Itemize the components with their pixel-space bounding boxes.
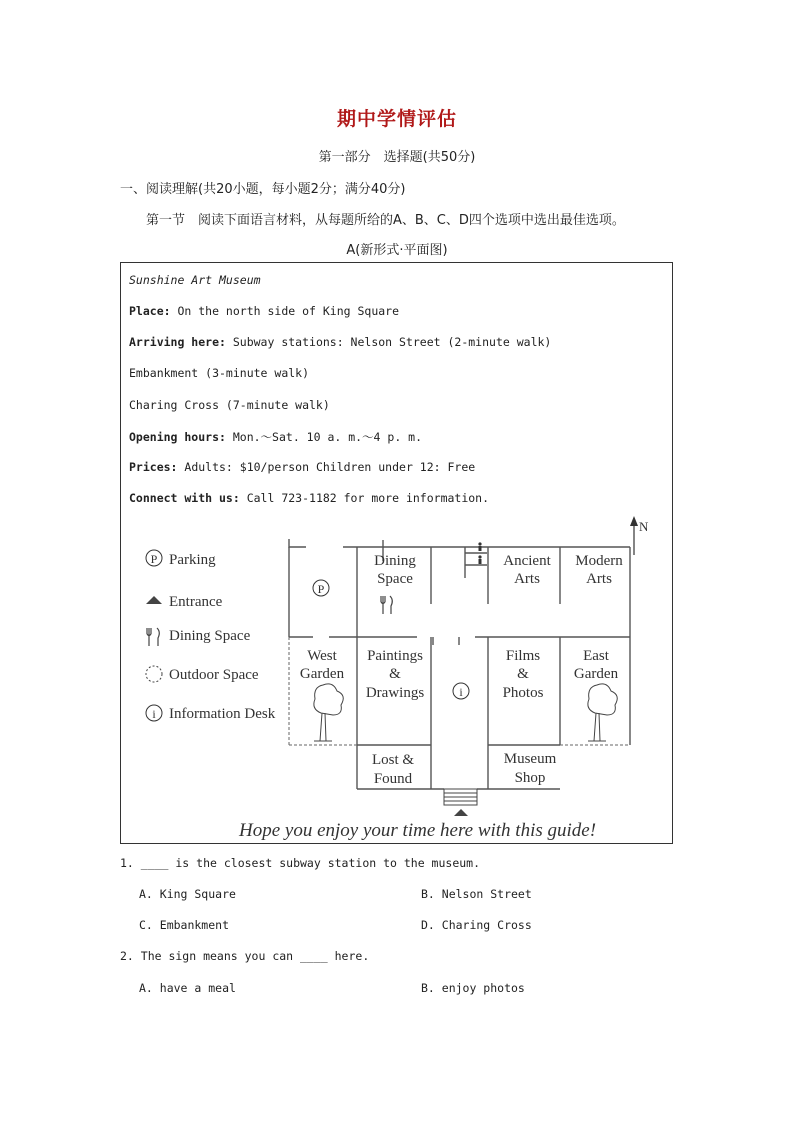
- room-east-1: East: [583, 648, 609, 664]
- room-dining-1: Dining: [374, 553, 416, 569]
- arriving-line-2: Embankment (3-minute walk): [129, 366, 310, 380]
- dining-icon: [147, 628, 159, 646]
- floor-plan-walls: [289, 539, 630, 789]
- room-west-2: Garden: [299, 666, 345, 682]
- arriving-label: Arriving here:: [129, 335, 226, 349]
- question-2-option-a[interactable]: A. have a meal: [139, 981, 236, 995]
- question-1-option-a[interactable]: A. King Square: [139, 887, 236, 901]
- room-films-3: Photos: [502, 685, 544, 701]
- room-paint-1: Paintings: [367, 648, 423, 664]
- tree-icon: [314, 684, 343, 741]
- map-parking-symbol: P: [317, 582, 325, 596]
- museum-floor-plan: [121, 263, 674, 845]
- entrance-icon: [146, 596, 162, 604]
- room-modern-2: Arts: [586, 571, 612, 587]
- room-lost-1: Lost &: [371, 752, 415, 768]
- guide-footer: Hope you enjoy your time here with this guide!: [239, 820, 597, 841]
- place-label: Place:: [129, 304, 171, 318]
- outdoor-icon: [146, 666, 162, 682]
- subsection-instructions: 第一节 阅读下面语言材料，从每题所给的A、B、C、D四个选项中选出最佳选项。: [146, 213, 625, 228]
- room-paint-3: Drawings: [365, 685, 425, 701]
- room-dining-2: Space: [377, 571, 413, 587]
- room-films-1: Films: [505, 648, 541, 664]
- room-shop-1: Museum: [503, 751, 557, 767]
- north-label: N: [639, 519, 649, 534]
- arriving-value: Subway stations: Nelson Street (2-minute walk): [225, 335, 552, 349]
- room-lost-2: Found: [373, 771, 413, 787]
- question-1-option-c[interactable]: C. Embankment: [139, 918, 230, 932]
- room-east-2: Garden: [573, 666, 619, 682]
- room-ancient-2: Arts: [514, 571, 540, 587]
- connect-label: Connect with us:: [129, 491, 240, 505]
- question-2-stem: 2. The sign means you can ____ here.: [120, 949, 370, 963]
- section-heading: 一、阅读理解(共20小题，每小题2分；满分40分): [120, 182, 406, 197]
- legend-parking: Parking: [169, 552, 216, 568]
- room-shop-2: Shop: [514, 770, 546, 786]
- question-1-option-d[interactable]: D. Charing Cross: [421, 918, 532, 932]
- page-title: 期中学情评估: [336, 108, 457, 130]
- room-west-1: West: [307, 648, 337, 664]
- part-heading: 第一部分 选择题(共50分): [318, 150, 476, 165]
- hours-label: Opening hours:: [129, 430, 226, 444]
- legend-entrance: Entrance: [169, 594, 223, 610]
- room-paint-2: &: [389, 666, 401, 682]
- legend-outdoor: Outdoor Space: [169, 667, 259, 683]
- connect-value: Call 723-1182 for more information.: [239, 491, 490, 505]
- museum-name: Sunshine Art Museum: [129, 273, 261, 287]
- prices-label: Prices:: [129, 460, 178, 474]
- parking-symbol: P: [150, 552, 158, 566]
- room-films-2: &: [517, 666, 529, 682]
- legend-dining: Dining Space: [169, 628, 251, 644]
- info-symbol: i: [152, 707, 156, 721]
- main-entrance-icon: [454, 809, 468, 816]
- question-2-option-b[interactable]: B. enjoy photos: [421, 981, 525, 995]
- question-1-option-b[interactable]: B. Nelson Street: [421, 887, 532, 901]
- map-dining-icon: [381, 596, 392, 614]
- place-value: On the north side of King Square: [170, 304, 400, 318]
- map-info-symbol: i: [459, 685, 463, 699]
- entrance-steps: [444, 789, 477, 805]
- question-1-stem: 1. ____ is the closest subway station to the museum.: [120, 856, 481, 870]
- hours-value: Mon.～Sat. 10 a. m.～4 p. m.: [225, 430, 423, 444]
- article-title: A(新形式·平面图): [346, 243, 448, 258]
- arriving-line-3: Charing Cross (7-minute walk): [129, 398, 330, 412]
- museum-guide-box: [120, 262, 673, 844]
- tree-icon: [588, 684, 617, 741]
- prices-value: Adults: $10/person Children under 12: Free: [177, 460, 476, 474]
- room-modern-1: Modern: [575, 553, 623, 569]
- legend-info: Information Desk: [169, 706, 276, 722]
- room-ancient-1: Ancient: [503, 553, 551, 569]
